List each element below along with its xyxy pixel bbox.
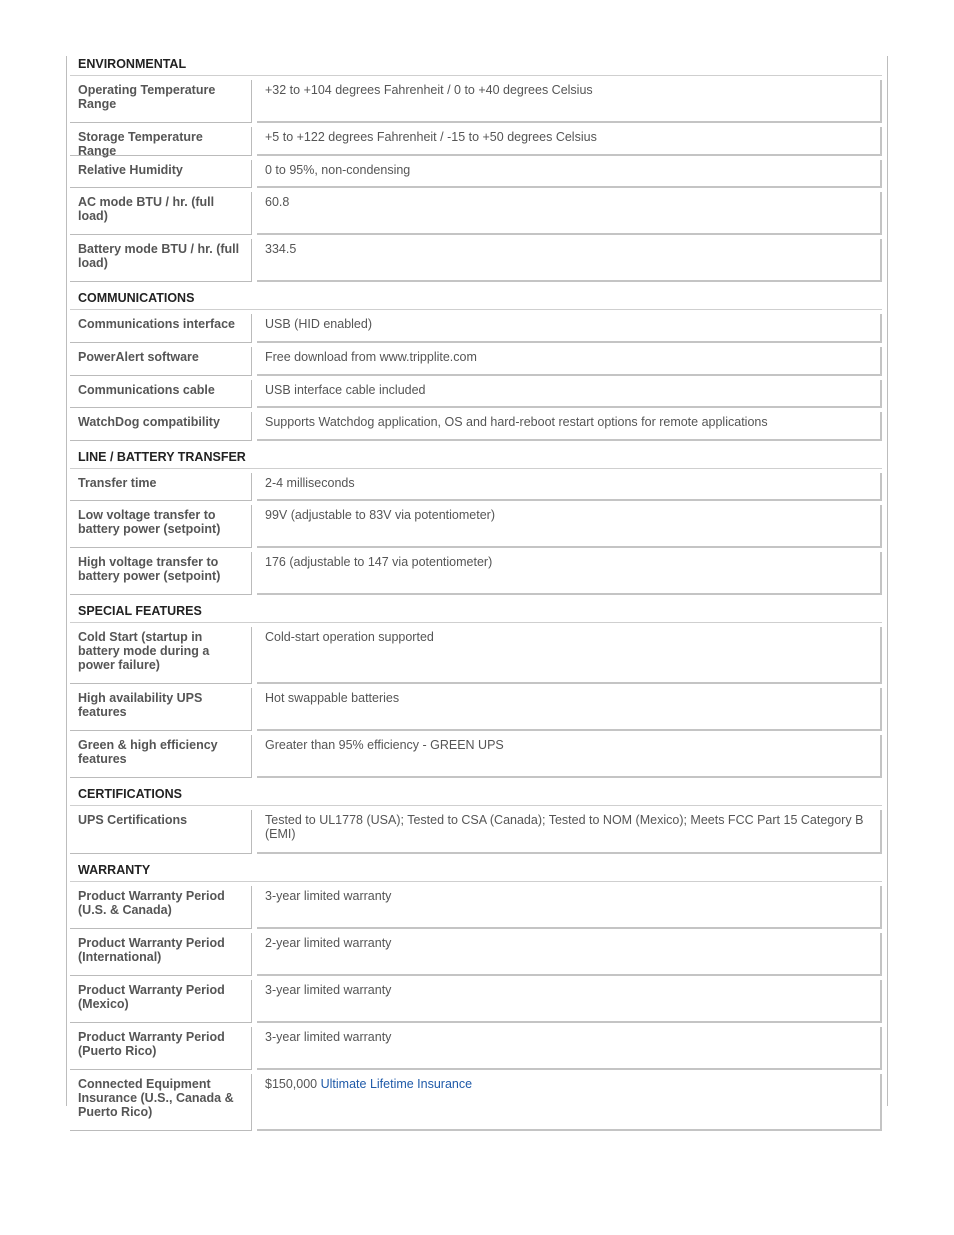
spec-value: Supports Watchdog application, OS and hard-reboot restart options for remote applications (257, 412, 882, 441)
ultimate-lifetime-insurance-link[interactable]: Ultimate Lifetime Insurance (320, 1077, 473, 1091)
spec-label: Battery mode BTU / hr. (full load) (70, 239, 252, 282)
spec-value: 176 (adjustable to 147 via potentiometer) (257, 552, 882, 595)
spec-label: Product Warranty Period (International) (70, 933, 252, 976)
spec-label: Product Warranty Period (Mexico) (70, 980, 252, 1023)
spec-value: 3-year limited warranty (257, 1027, 882, 1070)
table-row (70, 1027, 882, 1070)
spec-table (70, 52, 882, 1135)
table-row (70, 80, 882, 123)
spec-label: Product Warranty Period (Puerto Rico) (70, 1027, 252, 1070)
spec-label: Green & high efficiency features (70, 735, 252, 778)
spec-label: Communications cable (70, 380, 252, 408)
spec-value: 99V (adjustable to 83V via potentiometer) (257, 505, 882, 548)
table-row (70, 688, 882, 731)
spec-value: 60.8 (257, 192, 882, 235)
table-row (70, 886, 882, 929)
table-row (70, 412, 882, 441)
table-row (70, 473, 882, 501)
table-row (70, 980, 882, 1023)
spec-value: 2-year limited warranty (257, 933, 882, 976)
spec-value: 0 to 95%, non-condensing (257, 160, 882, 188)
spec-label: Operating Temperature Range (70, 80, 252, 123)
spec-label: WatchDog compatibility (70, 412, 252, 441)
section-warranty: WARRANTY (70, 858, 882, 882)
spec-value: 334.5 (257, 239, 882, 282)
spec-value: +5 to +122 degrees Fahrenheit / -15 to +50 degrees Celsius (257, 127, 882, 156)
table-row (70, 552, 882, 595)
spec-value: Free download from www.tripplite.com (257, 347, 882, 376)
spec-label: AC mode BTU / hr. (full load) (70, 192, 252, 235)
spec-label: PowerAlert software (70, 347, 252, 376)
table-row (70, 380, 882, 408)
table-row (70, 810, 882, 854)
spec-label: High voltage transfer to battery power (setpoint) (70, 552, 252, 595)
spec-value: Greater than 95% efficiency - GREEN UPS (257, 735, 882, 778)
spec-label: UPS Certifications (70, 810, 252, 854)
spec-label: Product Warranty Period (U.S. & Canada) (70, 886, 252, 929)
table-row (70, 933, 882, 976)
table-row (70, 160, 882, 188)
spec-label: High availability UPS features (70, 688, 252, 731)
spec-value: 3-year limited warranty (257, 886, 882, 929)
table-row (70, 127, 882, 156)
spec-label: Communications interface (70, 314, 252, 343)
table-row (70, 192, 882, 235)
section-environmental: ENVIRONMENTAL (70, 52, 882, 76)
section-communications: COMMUNICATIONS (70, 286, 882, 310)
section-certifications: CERTIFICATIONS (70, 782, 882, 806)
spec-value: USB (HID enabled) (257, 314, 882, 343)
table-row (70, 347, 882, 376)
spec-value: Tested to UL1778 (USA); Tested to CSA (Canada); Tested to NOM (Mexico); Meets FCC Part 15 Category B (EMI) (257, 810, 882, 854)
spec-value: 2-4 milliseconds (257, 473, 882, 501)
spec-value: Cold-start operation supported (257, 627, 882, 684)
table-row (70, 735, 882, 778)
spec-label: Relative Humidity (70, 160, 252, 188)
section-special-features: SPECIAL FEATURES (70, 599, 882, 623)
spec-value: 3-year limited warranty (257, 980, 882, 1023)
table-row (70, 505, 882, 548)
table-row (70, 1074, 882, 1131)
table-row (70, 239, 882, 282)
spec-label: Transfer time (70, 473, 252, 501)
spec-value: +32 to +104 degrees Fahrenheit / 0 to +40 degrees Celsius (257, 80, 882, 123)
spec-value (257, 1074, 882, 1131)
spec-value: Hot swappable batteries (257, 688, 882, 731)
table-row (70, 314, 882, 343)
insurance-amount: $150,000 (265, 1077, 318, 1091)
spec-label: Low voltage transfer to battery power (setpoint) (70, 505, 252, 548)
section-line-battery-transfer: LINE / BATTERY TRANSFER (70, 445, 882, 469)
spec-value: USB interface cable included (257, 380, 882, 408)
spec-label: Connected Equipment Insurance (U.S., Canada & Puerto Rico) (70, 1074, 252, 1131)
spec-label: Cold Start (startup in battery mode during a power failure) (70, 627, 252, 684)
table-row (70, 627, 882, 684)
spec-label: Storage Temperature Range (70, 127, 252, 156)
